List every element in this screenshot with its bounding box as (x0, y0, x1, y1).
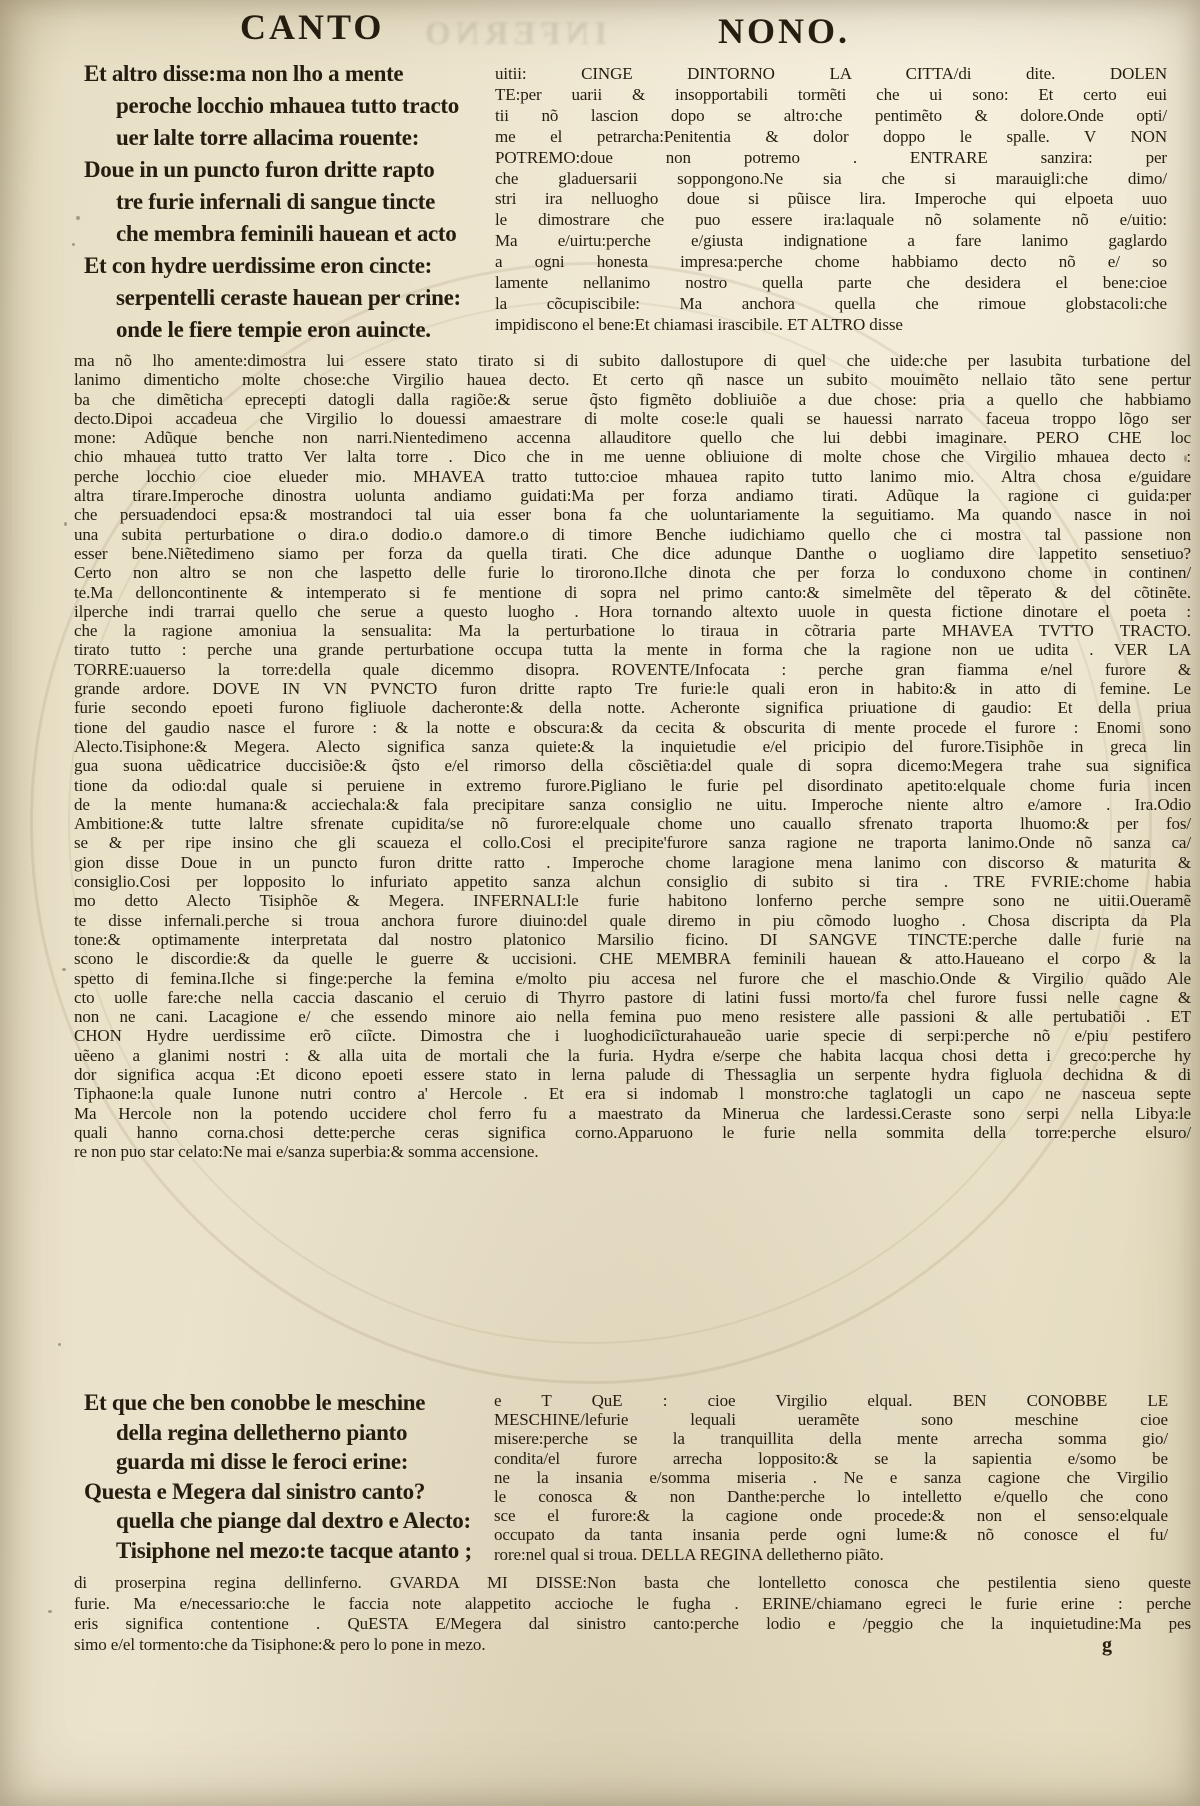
commentary-line: tirato tutto : perche una grande perturbatione occupa tutta la mente in forma che la ragione non ue udita . VER LA (74, 640, 1191, 660)
commentary-line: simo e/el tormento:che da Tisiphone:& pero lo pone in mezo. (74, 1634, 486, 1654)
commentary-line: rore:nel qual si troua. DELLA REGINA delletherno piãto. (494, 1544, 884, 1564)
commentary-line: tone:& optimamente interpretata dal nostro platonico Marsilio ficino. DI SANGVE TINCTE:perche dalle furie na (74, 929, 1191, 949)
verse-block-2 (84, 1388, 472, 1565)
commentary-line: lanimo dimenticho molte chose:che Virgilio hauea decto. Et certo qñ nasce un subito mouimẽto nellaio tãto sene pertur (74, 370, 1191, 390)
commentary-line: mone: Adũque benche non narri.Nientedimeno accenna allauditore quello che lui debbi imaginare. PERO CHE loc (74, 428, 1191, 448)
commentary-line: impidiscono el bene:Et chiamasi irascibile. ET ALTRO disse (495, 314, 903, 334)
verse-line: Questa e Megera dal sinistro canto? (84, 1478, 426, 1504)
commentary-line: spetto di femina.Ilche si finge:perche la femina e/molto piu accesa nel furore che el maschio.Onde & Virgilio quãdo Ale (74, 968, 1191, 988)
commentary-line: condita/el furore arrecha lopposito:& se la sapientia e/somo be (494, 1448, 1168, 1468)
commentary-line: decto.Dipoi accadeua che Virgilio lo douessi amaestrare di molte cose:le quali se hauessi narrato faceua troppo lõgo ser (74, 408, 1191, 428)
commentary-line: gion disse Doue in un puncto furon dritte ratto . Imperoche chome laragione mena lanimo con discorso & maturita & (74, 852, 1191, 872)
ink-speck (64, 522, 67, 526)
verse-line: peroche locchio mhauea tutto tracto (116, 93, 459, 118)
verse-line: onde le fiere tempie eron auincte. (116, 317, 431, 342)
commentary-line: scono le discordie:& da quelle le guerre & uccisioni. CHE MEMBRA feminili hauean & atto.Haueano el corpo & la (74, 949, 1191, 969)
commentary-line: furie secondo epoeti furono figliuole dacheronte:& della notte. Acheronte significa priuatione di gaudio: Et della priua (74, 698, 1191, 718)
running-title-canto: CANTO (240, 7, 385, 47)
commentary-line: sce el furore:& la cagione onde procede:& non el senso:elquale (494, 1506, 1168, 1526)
commentary-line: te disse infernali.perche si troua anchora furore diuino:del quale diremo in piu cõmodo luogho . Chosa discripta da Pla (74, 910, 1191, 930)
verse-line: Et altro disse:ma non lho a mente (84, 61, 404, 86)
running-title-nono: NONO. (718, 11, 850, 51)
commentary-line: POTREMO:doue non potremo . ENTRARE sanzira: per (495, 147, 1167, 167)
verse-line: tre furie infernali di sangue tincte (116, 189, 436, 214)
verse-line: guarda mi disse le feroci erine: (116, 1449, 409, 1474)
commentary-line: ne la insania e/somma miseria . Ne e sanza cagione che Virgilio (494, 1467, 1168, 1487)
ink-speck (76, 216, 80, 220)
commentary-line: Alecto.Tisiphone:& Megera. Alecto significa sanza quiete:& la inquietudie e/el pricipio del furore.Tisiphõe in greca lin (74, 736, 1191, 756)
commentary-line: me el petrarcha:Penitentia & dolor doppo le spalle. V NON (495, 126, 1167, 146)
verse-line: che membra feminili hauean et acto (116, 221, 457, 246)
verse-line: Et con hydre uerdissime eron cincte: (84, 253, 433, 278)
commentary-line: tii nõ lascion dopo se altro:che pentimẽto & dolore.Onde opti/ (495, 105, 1167, 125)
commentary-line: MESCHINE/lefurie lequali ueramẽte sono meschine cioe (494, 1410, 1168, 1430)
commentary-line: ba che dimẽticha eprecepti datogli dalla ragiõe:& serue q̃sto figmẽto dobliuiõe a due chose: pria a quello che habbiamo (74, 389, 1191, 409)
commentary-line: CHON Hydre uerdissime erõ ciĩcte. Dimostra che i luoghodiciĩcturahaueão uarie specie di serpi:perche nõ e/piu pestifero (74, 1026, 1191, 1046)
commentary-full-width-block (74, 351, 1191, 1161)
commentary-line: Ma e/uirtu:perche e/giusta indignatione a fare lanimo gaglardo (495, 231, 1167, 251)
ink-speck (48, 1610, 52, 1613)
commentary-line: de la mente humana:& acciechala:& fala precipitare sanza consiglio ne uitu. Imperoche niente altro e/amore . Ira.Odio (74, 794, 1191, 814)
verse-line: uer lalte torre allacima rouente: (116, 125, 420, 150)
commentary-line: TORRE:uauerso la torre:della quale dicemmo disopra. ROVENTE/Infocata : perche gran fiamma e/nel furore & (74, 659, 1191, 679)
commentary-line: occupato da tanta insania perde ogni lume:& nõ conosce el fu/ (494, 1525, 1168, 1545)
commentary-line: misere:perche se la tranquillita della mente arrecha somma gio/ (494, 1429, 1168, 1449)
commentary-line: TE:per uarii & insopportabili tormẽti che ui sono: Et certo eui (495, 84, 1167, 104)
commentary-line: furie. Ma e/necessario:che le faccia note alappetito accioche le fugha . ERINE/chiamano egreci le furie erine : perche (74, 1593, 1191, 1613)
commentary-line: quali hanno corna.chosi dette:perche ceras significa corno.Apparuono le furie nella sommita della torre:perche elsuro/ (74, 1122, 1191, 1142)
commentary-line: ma nõ lho amente:dimostra lui essere stato tirato si di subito dallostupore di quel che uide:che per lasubita turbatione del (74, 351, 1191, 370)
showthrough-inferno-text: INFERNO (420, 16, 608, 52)
commentary-line: cto uolle fare:che nella caccia dascanio el ceruio di Thyrro pastore di latini fussi morto/fa chel furore fussi nelle cagne & (74, 987, 1191, 1007)
ink-speck (72, 243, 75, 246)
commentary-column-1 (495, 64, 1167, 336)
commentary-line: uẽeno a glanimi nostri : & alla uita de mortali che la furia. Hydra e/serpe che habita lacqua chosi detta i greco:perche hy (74, 1045, 1191, 1065)
commentary-line: Certo non altro se non che laspetto delle furie lo tirorono.Ilche dinota che per forza lo conduxono chome in continen/ (74, 563, 1191, 583)
commentary-line: stri ira nelluogho doue si pũisce lira. Imperoche qui elpoeta uuo (495, 189, 1167, 209)
commentary-line: tione da odio:dal quale si peruiene in extremo furore.Pigliano le furie pel disordinato apetito:elquale chome furia incen (74, 775, 1191, 795)
commentary-line: consiglio.Cosi per lopposito lo infuriato appetito sanza alchun consiglio di subito si tira . TRE FVRIE:chome habia (74, 872, 1191, 892)
commentary-line: uitii: CINGE DINTORNO LA CITTA/di dite. DOLEN (495, 64, 1167, 83)
verse-line: Tisiphone nel mezo:te tacque atanto ; (116, 1537, 472, 1563)
commentary-line: Tiphaone:la quale Iunone nutri contro a' Hercole . Et era si indomab l monstro:che taglatogli un capo ne nasceua septe (74, 1084, 1191, 1104)
verse-line: Doue in un puncto furon dritte rapto (84, 157, 435, 182)
verse-line: quella che piange dal dextro e Alecto: (116, 1508, 471, 1533)
commentary-line: chio mhauea tutto tratto Ver lalta torre . Dico che in me uenne obliuione di molte chose che Virgilio mhauea decto : (74, 447, 1191, 467)
commentary-line: te.Ma delloncontinente & intemperato si fe mentione di sopra nel primo canto:& simelmẽte del tẽperato & del cõtinẽte. (74, 582, 1191, 602)
ink-speck (1184, 455, 1187, 462)
commentary-line: Ambitione:& tutte laltre sfrenate cupidita/se nõ furore:elquale chome uno cauallo sfrenato traporta lhuomo:& per fos/ (74, 814, 1191, 834)
commentary-line: se & per ripe insino che gli scaueza el collo.Cosi el precipite'furore sanza ragione ne traporta lanimo.Onde nõ sanza ca/ (74, 833, 1191, 853)
commentary-line: di proserpina regina dellinferno. GVARDA MI DISSE:Non basta che lontelletto conosca che pestilentia sieno queste (74, 1573, 1191, 1592)
verse-line: serpentelli ceraste hauean per crine: (116, 285, 461, 310)
commentary-line: esser bene.Niẽtedimeno siamo per forza da quella tirati. Che dice adunque Danthe o uogliamo dire lappetito sensetiuo? (74, 543, 1191, 563)
ink-speck (62, 968, 66, 971)
commentary-line: grande ardore. DOVE IN VN PVNCTO furon dritte rapto Tre furie:le quali eron in habito:& in atto di femine. Le (74, 679, 1191, 699)
commentary-line: eris significa contentione . QuESTA E/Megera dal sinistro canto:perche lodio e /peggio che la inquietudine:Ma pes (74, 1614, 1191, 1634)
verse-line: Et que che ben conobbe le meschine (84, 1390, 426, 1415)
commentary-line: una subita perturbatione o dira.o dodio.o damore.o di timore Benche iudichiamo quello che ci mostra tal passione non (74, 524, 1191, 544)
commentary-line: Ma Hercole non la potendo uccidere chol ferro fu a maestrato da Minerua che lardessi.Ceraste sono serpi nella Libya:le (74, 1103, 1191, 1123)
commentary-line: mo detto Alecto Tisiphõe & Megera. INFERNALI:le furie habitono lonferno perche sempre sono ne uitii.Oueramẽ (74, 891, 1191, 911)
verse-block-1 (84, 58, 461, 346)
commentary-line: a ogni honesta impresa:perche chome habbiamo decto nõ e/ so (495, 252, 1167, 272)
commentary-line: lamente nellanimo nostro quella parte che desidera el bene:cioe (495, 273, 1167, 293)
commentary-line: che persuadendoci epsa:& mostrandoci tal uia esser bona fa che uoluntariamente la seguitiamo. Ma quando nasce in noi (74, 505, 1191, 525)
commentary-bottom-block (74, 1573, 1191, 1655)
verse-line: della regina delletherno pianto (116, 1419, 408, 1445)
commentary-line: perche locchio cioe elueder mio. MHAVEA tratto tutto:cioe mhauea rapito tutto lanimo mio. Altra chosa e/guidare (74, 466, 1191, 486)
commentary-line: e T QuE : cioe Virgilio elqual. BEN CONOBBE LE (494, 1391, 1168, 1410)
commentary-column-2 (494, 1391, 1168, 1564)
commentary-line: re non puo star celato:Ne mai e/sanza superbia:& somma accensione. (74, 1142, 539, 1162)
commentary-line: gua suona uẽdicatrice duccisiõe:& q̃sto e/el rimorso della cõsciẽtia:del quale di sopra dicemo:Megera trahe sua significa (74, 756, 1191, 776)
commentary-line: ilperche indi trarrai quello che serue a questo luogho . Hora tornando altexto uuole in questa fictione dinotare el poeta : (74, 601, 1191, 621)
commentary-line: la cõcupiscibile: Ma anchora quella che rimoue globstacoli:che (495, 293, 1167, 313)
commentary-line: non ne cani. Lacagione e/ che essendo minore aio nella femina puo meno resistere alle passioni & alle pertubatiõi . ET (74, 1007, 1191, 1027)
commentary-line: che la ragione amoniua la sensualita: Ma la perturbatione lo tiraua in cõtraria parte MHAVEA TVTTO TRACTO. (74, 621, 1191, 641)
commentary-line: altra tirare.Imperoche dinostra uolunta andiamo guidati:Ma per forza andiamo tirati. Adũque la ragione ci guida:per (74, 486, 1191, 506)
commentary-line: dor significa acqua :Et dicono epoeti essere stato in lerna palude di Thessaglia un serpente hydra figluola dechidna & di (74, 1064, 1191, 1084)
commentary-line: tione del gaudio nasce el furore : & la notte e obscura:& da cecita & obscurita di mente procede el furore : Enomi sono (74, 717, 1191, 737)
quire-signature-mark: g (1102, 1634, 1112, 1656)
commentary-line: le dimostrare che puo essere ira:laquale nõ solamente nõ e/uitio: (495, 210, 1167, 230)
ink-speck (58, 1343, 61, 1346)
commentary-line: che gladuersarii soppongono.Ne sia che si marauigli:che dimo/ (495, 168, 1167, 188)
commentary-line: le conosca & non Danthe:perche lo intelletto e/quello che cono (494, 1487, 1168, 1507)
